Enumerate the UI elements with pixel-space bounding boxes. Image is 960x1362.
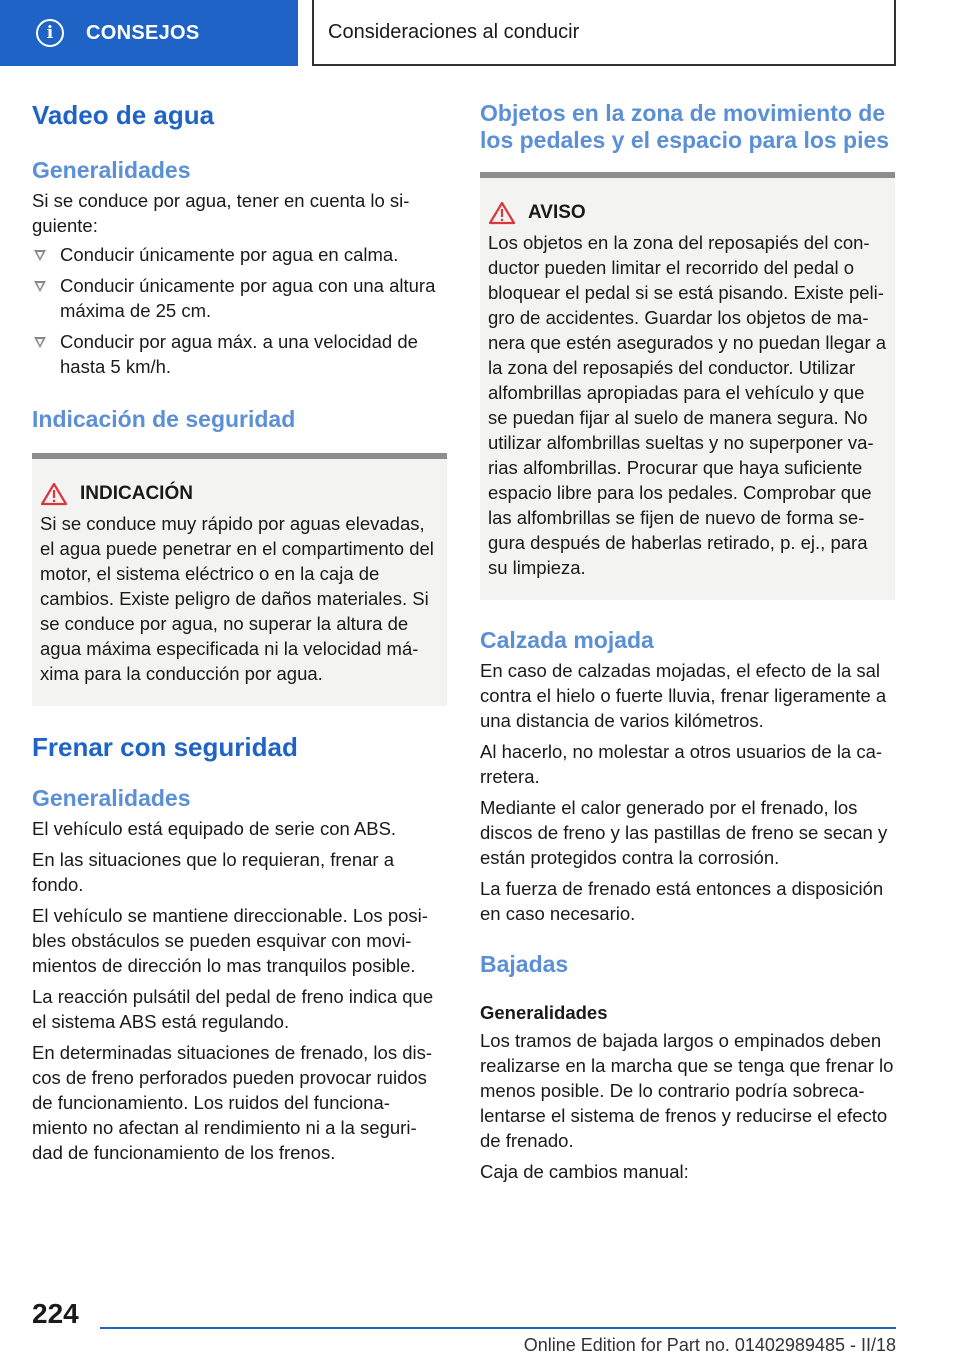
- left-column: [32, 100, 447, 1165]
- chapter-title: Consideraciones al conducir: [328, 20, 580, 43]
- calzada-paragraph: Mediante el calor generado por el frenado, los discos de freno y las pastillas de freno se secan y están protegidos contra la corrosión.: [480, 797, 888, 868]
- warning-box-aviso: [480, 172, 895, 600]
- heading-bajadas: Bajadas: [480, 951, 569, 977]
- frenar-paragraph: En las situaciones que lo requieran, frenar a fondo.: [32, 849, 394, 895]
- frenar-paragraph: El vehículo está equipado de serie con ABS.: [32, 818, 397, 839]
- warning-title: INDICACIÓN: [80, 483, 193, 504]
- section-tab-label: CONSEJOS: [86, 21, 200, 44]
- warning-triangle-icon: [40, 482, 68, 506]
- page-number: 224: [32, 1298, 79, 1329]
- subheading-bajadas-generalidades: Generalidades: [480, 1002, 608, 1023]
- footer-edition: Online Edition for Part no. 01402989485 - II/18: [523, 1335, 896, 1355]
- subheading-seguridad: Indicación de seguridad: [32, 406, 296, 432]
- subheading-vadeo-generalidades: Generalidades: [32, 157, 191, 183]
- heading-vadeo: Vadeo de agua: [32, 100, 215, 130]
- list-item: Conducir únicamente por agua en calma.: [32, 242, 447, 267]
- heading-objetos: Objetos en la zona de movimiento de los pedales y el espacio para los pies: [480, 100, 890, 153]
- info-icon: i: [36, 19, 64, 47]
- frenar-paragraph: En determinadas situaciones de frenado, los dis‐ cos de freno perforados pueden provocar ruidos de funcionamiento. Los ruidos del funciona‐ miento no afectan al rendimiento ni a la seguri‐ dad de funcionamiento de los frenos.: [32, 1042, 433, 1163]
- vadeo-intro: Si se conduce por agua, tener en cuenta lo si‐ guiente:: [32, 190, 410, 236]
- frenar-paragraph: El vehículo se mantiene direccionable. Los posi‐ bles obstáculos se pueden esquivar con movi‐ mientos de dirección lo mas tranquilos posible.: [32, 905, 428, 976]
- calzada-paragraph: La fuerza de frenado está entonces a disposición en caso necesario.: [480, 878, 884, 924]
- frenar-paragraph: La reacción pulsátil del pedal de freno indica que el sistema ABS está regulando.: [32, 986, 434, 1032]
- triangle-bullet-icon: [34, 337, 46, 348]
- footer-divider: [100, 1327, 896, 1329]
- calzada-paragraph: En caso de calzadas mojadas, el efecto de la sal contra el hielo o fuerte lluvia, frenar ligeramente a una distancia de varios kilómetros.: [480, 660, 887, 731]
- triangle-bullet-icon: [34, 250, 46, 261]
- triangle-bullet-icon: [34, 281, 46, 292]
- bajadas-paragraph: Caja de cambios manual:: [480, 1161, 689, 1182]
- chapter-title-box: [312, 0, 896, 66]
- warning-box-indicacion: [32, 453, 447, 706]
- bajadas-paragraph: Los tramos de bajada largos o empinados deben realizarse en la marcha que se tenga que frenar lo menos posible. De lo contrario podría sobreca‐ lentarse el sistema de frenos y reducirse el efecto de frenado.: [480, 1030, 894, 1151]
- heading-calzada: Calzada mojada: [480, 627, 654, 653]
- heading-frenar: Frenar con seguridad: [32, 732, 298, 762]
- list-item: Conducir únicamente por agua con una altura máxima de 25 cm.: [32, 273, 447, 323]
- warning-title: AVISO: [528, 202, 586, 223]
- vadeo-bullet-list: [32, 242, 447, 379]
- section-tab[interactable]: [0, 0, 298, 66]
- warning-text: Los objetos en la zona del reposapiés del con‐ ductor pueden limitar el recorrido del pedal o bloquear el pedal si se está pisando. Existe peli‐ gro de accidentes. Guardar los objetos de ma‐ nera que estén asegurados y no puedan llegar a la zona del reposapiés del conductor. Utilizar alfombrillas apropiadas para el vehículo y que se puedan fijar al suelo de manera segura. No utilizar alfombrillas sueltas y no superponer va‐ rias alfombrillas. Procurar que haya suficiente espacio libre para los pedales. Comprobar que las alfombrillas se fijen de nuevo de forma se‐ gura después de haberlas retirado, p. ej., para su limpieza.: [488, 232, 887, 578]
- right-column: [480, 100, 895, 1184]
- calzada-paragraph: Al hacerlo, no molestar a otros usuarios de la ca‐ rretera.: [480, 741, 883, 787]
- subheading-frenar-generalidades: Generalidades: [32, 785, 191, 811]
- list-item: Conducir por agua máx. a una velocidad de hasta 5 km/h.: [32, 329, 447, 379]
- warning-text: Si se conduce muy rápido por aguas elevadas, el agua puede penetrar en el compartimento del motor, el sistema eléctrico o en la caja de cambios. Existe peligro de daños materiales. Si se conduce por agua, no superar la altura de agua máxima especificada ni la velocidad má‐ xima para la conducción por agua.: [40, 513, 434, 684]
- warning-triangle-icon: [488, 201, 516, 225]
